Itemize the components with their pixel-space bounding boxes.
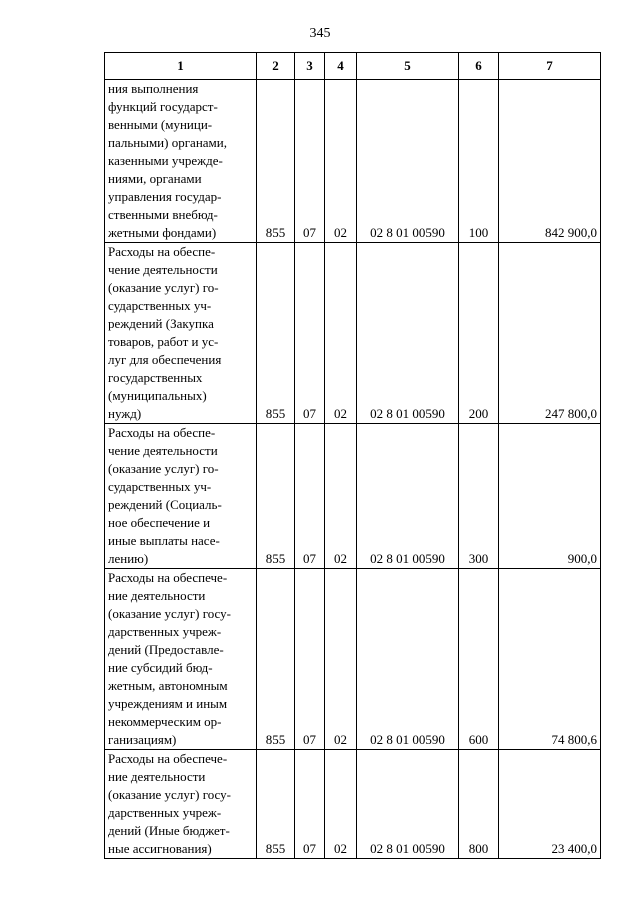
description-line: пальными) органами, bbox=[108, 135, 227, 150]
description-line: государственных bbox=[108, 370, 203, 385]
description-line: управления государ- bbox=[108, 189, 222, 204]
description-line: (оказание услуг) го- bbox=[108, 461, 219, 476]
description-line: сударственных уч- bbox=[108, 479, 212, 494]
description-line: реждений (Закупка bbox=[108, 316, 214, 331]
description-line: жетными фондами) bbox=[108, 225, 217, 240]
description-line: казенными учрежде- bbox=[108, 153, 223, 168]
description-line: (оказание услуг) го- bbox=[108, 280, 219, 295]
description-line: товаров, работ и ус- bbox=[108, 334, 219, 349]
expense-description-cell bbox=[105, 424, 257, 569]
column-header: 7 bbox=[499, 53, 601, 80]
expense-description-cell bbox=[105, 243, 257, 424]
table-row bbox=[105, 424, 601, 569]
description-line: функций государст- bbox=[108, 99, 218, 114]
description-line: дарственных учреж- bbox=[108, 624, 222, 639]
department-code-cell: 855 bbox=[257, 569, 295, 750]
expense-type-cell: 100 bbox=[459, 80, 499, 243]
table-row bbox=[105, 243, 601, 424]
description-line: реждений (Социаль- bbox=[108, 497, 222, 512]
page-number: 345 bbox=[309, 26, 331, 41]
expense-type-cell: 200 bbox=[459, 243, 499, 424]
table-header-row bbox=[105, 53, 601, 80]
budget-table bbox=[104, 52, 601, 859]
section-code-cell: 07 bbox=[295, 243, 325, 424]
section-code-cell: 07 bbox=[295, 80, 325, 243]
section-code-cell: 07 bbox=[295, 750, 325, 859]
target-article-cell: 02 8 01 00590 bbox=[357, 569, 459, 750]
description-line: ные ассигнования) bbox=[108, 841, 212, 856]
table-row bbox=[105, 569, 601, 750]
description-line: дений (Предоставле- bbox=[108, 642, 224, 657]
description-line: (муниципальных) bbox=[108, 388, 207, 403]
description-line: дарственных учреж- bbox=[108, 805, 222, 820]
description-line: ниями, органами bbox=[108, 171, 202, 186]
description-line: нужд) bbox=[108, 406, 142, 421]
column-header: 5 bbox=[357, 53, 459, 80]
target-article-cell: 02 8 01 00590 bbox=[357, 80, 459, 243]
description-line: Расходы на обеспе- bbox=[108, 244, 216, 259]
expense-type-cell: 600 bbox=[459, 569, 499, 750]
column-header: 1 bbox=[105, 53, 257, 80]
column-header: 2 bbox=[257, 53, 295, 80]
description-line: ние деятельности bbox=[108, 588, 206, 603]
description-line: ное обеспечение и bbox=[108, 515, 211, 530]
department-code-cell: 855 bbox=[257, 424, 295, 569]
amount-cell: 900,0 bbox=[499, 424, 601, 569]
subsection-code-cell: 02 bbox=[325, 750, 357, 859]
description-line: Расходы на обеспе- bbox=[108, 425, 216, 440]
subsection-code-cell: 02 bbox=[325, 569, 357, 750]
description-line: ганизациям) bbox=[108, 732, 177, 747]
target-article-cell: 02 8 01 00590 bbox=[357, 243, 459, 424]
description-line: сударственных уч- bbox=[108, 298, 212, 313]
section-code-cell: 07 bbox=[295, 569, 325, 750]
description-line: чение деятельности bbox=[108, 443, 218, 458]
column-header: 6 bbox=[459, 53, 499, 80]
expense-description-cell bbox=[105, 80, 257, 243]
table-body bbox=[105, 80, 601, 859]
expense-type-cell: 800 bbox=[459, 750, 499, 859]
subsection-code-cell: 02 bbox=[325, 80, 357, 243]
description-line: (оказание услуг) госу- bbox=[108, 606, 231, 621]
description-line: чение деятельности bbox=[108, 262, 218, 277]
description-line: ния выполнения bbox=[108, 81, 199, 96]
description-line: Расходы на обеспече- bbox=[108, 751, 228, 766]
amount-cell: 23 400,0 bbox=[499, 750, 601, 859]
description-line: (оказание услуг) госу- bbox=[108, 787, 231, 802]
expense-description-cell bbox=[105, 750, 257, 859]
description-line: венными (муници- bbox=[108, 117, 213, 132]
description-line: иные выплаты насе- bbox=[108, 533, 220, 548]
subsection-code-cell: 02 bbox=[325, 243, 357, 424]
description-line: учреждениям и иным bbox=[108, 696, 228, 711]
expense-description-cell bbox=[105, 569, 257, 750]
amount-cell: 247 800,0 bbox=[499, 243, 601, 424]
section-code-cell: 07 bbox=[295, 424, 325, 569]
subsection-code-cell: 02 bbox=[325, 424, 357, 569]
table-row bbox=[105, 750, 601, 859]
column-header: 3 bbox=[295, 53, 325, 80]
target-article-cell: 02 8 01 00590 bbox=[357, 750, 459, 859]
amount-cell: 74 800,6 bbox=[499, 569, 601, 750]
description-line: ственными внебюд- bbox=[108, 207, 218, 222]
expense-type-cell: 300 bbox=[459, 424, 499, 569]
table-row bbox=[105, 80, 601, 243]
amount-cell: 842 900,0 bbox=[499, 80, 601, 243]
description-line: дений (Иные бюджет- bbox=[108, 823, 230, 838]
column-header: 4 bbox=[325, 53, 357, 80]
department-code-cell: 855 bbox=[257, 243, 295, 424]
description-line: луг для обеспечения bbox=[108, 352, 222, 367]
department-code-cell: 855 bbox=[257, 80, 295, 243]
department-code-cell: 855 bbox=[257, 750, 295, 859]
description-line: ние субсидий бюд- bbox=[108, 660, 213, 675]
target-article-cell: 02 8 01 00590 bbox=[357, 424, 459, 569]
description-line: Расходы на обеспече- bbox=[108, 570, 228, 585]
description-line: некоммерческим ор- bbox=[108, 714, 222, 729]
description-line: лению) bbox=[108, 551, 149, 566]
description-line: ние деятельности bbox=[108, 769, 206, 784]
description-line: жетным, автономным bbox=[108, 678, 228, 693]
